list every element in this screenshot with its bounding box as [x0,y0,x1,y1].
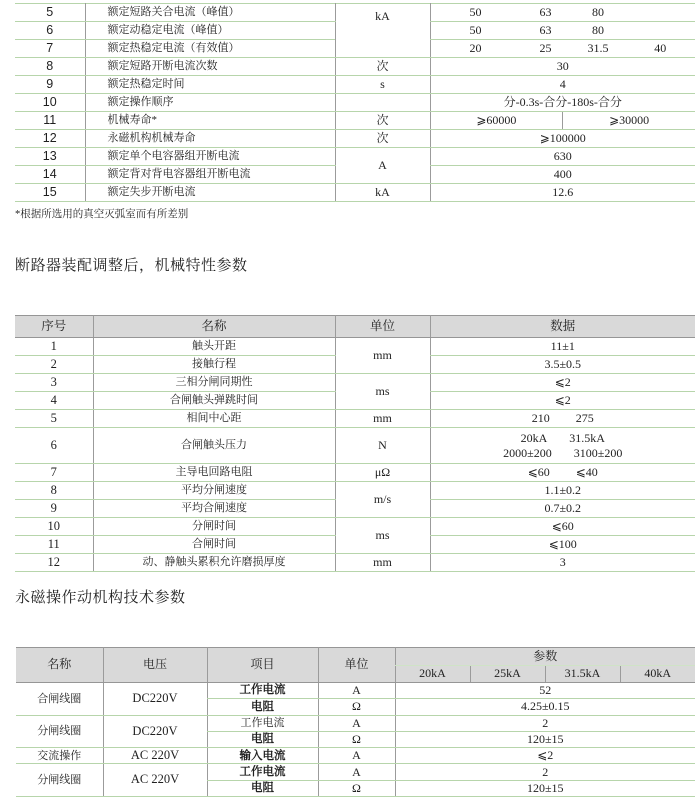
table-row [15,58,695,76]
col-header-voltage: 电压 [103,648,207,683]
value-cell: 630 [430,148,695,166]
value-cell: 52 [395,683,695,699]
param-name-cell: 额定动稳定电流（峰值） [85,22,335,40]
value-cell: 400 [430,166,695,184]
param-name-cell: 额定热稳定时间 [85,76,335,94]
unit-cell: kA [335,184,430,202]
unit-cell: A [318,715,395,731]
header-row [16,648,695,666]
value-cell: ⩽60 [430,518,695,536]
section-heading-magnet: 永磁操作动机构技术参数 [15,590,186,606]
row-number-cell: 7 [15,464,93,482]
param-name-cell: 平均合闸速度 [93,500,335,518]
table-row [16,748,695,764]
unit-cell: Ω [318,699,395,715]
param-name-cell: 分闸时间 [93,518,335,536]
col-header-params: 参数 [395,648,695,666]
value-cell: 分-0.3s-合分-180s-合分 [430,94,695,112]
row-number-cell: 5 [15,4,85,22]
table-row [15,482,695,500]
unit-cell: A [335,148,430,184]
param-name-cell: 额定背对背电容器组开断电流 [85,166,335,184]
row-number-cell: 8 [15,58,85,76]
col-header-name: 名称 [16,648,103,683]
value-cell [430,410,695,428]
value: 31.5kA [569,430,605,445]
table-row [15,112,695,130]
value: ⩾60000 [476,112,517,127]
unit-cell [335,94,430,112]
unit-cell: N [335,428,430,464]
param-name-cell: 动、静触头累积允许磨损厚度 [93,554,335,572]
row-number-cell: 10 [15,94,85,112]
subcol-25ka: 25kA [470,666,545,683]
table-row [15,518,695,536]
value-cell: 3 [430,554,695,572]
value-cell: 1.1±0.2 [430,482,695,500]
row-number-cell: 15 [15,184,85,202]
row-number-cell: 9 [15,500,93,518]
voltage-cell: AC 220V [103,748,207,764]
subcol-20ka: 20kA [395,666,470,683]
value: 40 [654,40,667,55]
param-name-cell: 额定热稳定电流（有效值） [85,40,335,58]
value: 3100±200 [573,445,623,460]
coil-name-cell: 分闸线圈 [16,715,103,748]
voltage-cell: AC 220V [103,764,207,797]
value-cell: ⩽100 [430,536,695,554]
value: 80 [592,22,604,37]
value-cell: ⩽2 [430,374,695,392]
param-name-cell: 合闸时间 [93,536,335,554]
table-row [15,554,695,572]
unit-cell: μΩ [335,464,430,482]
unit-cell: mm [335,338,430,374]
unit-cell: A [318,748,395,764]
table-row [15,428,695,464]
row-number-cell: 9 [15,76,85,94]
row-number-cell: 1 [15,338,93,356]
item-cell: 输入电流 [207,748,318,764]
value: 2000±200 [503,445,552,460]
row-number-cell: 14 [15,166,85,184]
table-row [15,410,695,428]
row-number-cell: 6 [15,22,85,40]
value: 31.5 [587,40,609,55]
param-name-cell: 平均分闸速度 [93,482,335,500]
value-cell: 4 [430,76,695,94]
value: 25 [539,40,552,55]
value-cell [430,4,695,22]
param-name-cell: 额定短路关合电流（峰值） [85,4,335,22]
value: ⩽40 [575,464,598,479]
value: 63 [539,22,552,37]
item-cell: 工作电流 [207,764,318,780]
item-cell: 电阻 [207,731,318,747]
param-name-cell: 额定失步开断电流 [85,184,335,202]
value-cell: ⩾100000 [430,130,695,148]
param-name-cell: 合闸触头压力 [93,428,335,464]
value: 20 [469,40,482,55]
value-cell: 30 [430,58,695,76]
value: ⩽60 [527,464,550,479]
row-number-cell: 2 [15,356,93,374]
row-number-cell: 11 [15,536,93,554]
row-number-cell: 5 [15,410,93,428]
unit-cell: kA [335,4,430,58]
value: 50 [469,22,482,37]
unit-cell: 次 [335,58,430,76]
unit-cell: 次 [335,112,430,130]
value-cell [430,112,695,130]
value-cell [430,464,695,482]
param-name-cell: 额定操作顺序 [85,94,335,112]
col-header-no: 序号 [15,316,93,338]
header-row [15,316,695,338]
param-name-cell: 三相分闸同期性 [93,374,335,392]
table-row [15,130,695,148]
table-row [15,94,695,112]
table-row [15,184,695,202]
row-number-cell: 12 [15,130,85,148]
item-cell: 电阻 [207,780,318,796]
value-cell: 0.7±0.2 [430,500,695,518]
table-row [16,764,695,780]
voltage-cell: DC220V [103,683,207,716]
row-number-cell: 12 [15,554,93,572]
footnote: *根据所选用的真空灭弧室而有所差别 [15,209,189,220]
row-number-cell: 10 [15,518,93,536]
row-number-cell: 3 [15,374,93,392]
value: 210 [531,410,550,425]
unit-cell: Ω [318,731,395,747]
table-row [15,76,695,94]
row-number-cell: 7 [15,40,85,58]
row-number-cell: 11 [15,112,85,130]
coil-name-cell: 合闸线圈 [16,683,103,716]
value: 80 [592,4,604,19]
ratings-table [15,3,695,202]
table-row [15,4,695,22]
coil-name-cell: 分闸线圈 [16,764,103,797]
param-name-cell: 触头开距 [93,338,335,356]
unit-cell: s [335,76,430,94]
value: 63 [539,4,552,19]
row-number-cell: 6 [15,428,93,464]
unit-cell: m/s [335,482,430,518]
value: 50 [469,4,482,19]
unit-cell: mm [335,410,430,428]
col-header-name: 名称 [93,316,335,338]
unit-cell: ms [335,374,430,410]
value-cell: 11±1 [430,338,695,356]
value-cell: ⩽2 [395,748,695,764]
col-header-data: 数据 [430,316,695,338]
param-name-cell: 相间中心距 [93,410,335,428]
item-cell: 工作电流 [207,683,318,699]
value-cell: 2 [395,764,695,780]
subcol-31ka: 31.5kA [545,666,620,683]
row-number-cell: 13 [15,148,85,166]
table-row [16,715,695,731]
unit-cell: ms [335,518,430,554]
unit-cell: Ω [318,780,395,796]
table-row [16,683,695,699]
item-cell: 工作电流 [207,715,318,731]
value: 275 [575,410,594,425]
value: 20kA [520,430,548,445]
col-header-unit: 单位 [318,648,395,683]
section-heading-mechanical: 断路器装配调整后，机械特性参数 [15,258,248,274]
param-name-cell: 额定单个电容器组开断电流 [85,148,335,166]
value-cell: 3.5±0.5 [430,356,695,374]
value-cell: ⩽2 [430,392,695,410]
param-name-cell: 合闸触头弹跳时间 [93,392,335,410]
table-row [15,338,695,356]
unit-cell: 次 [335,130,430,148]
param-name-cell: 永磁机构机械寿命 [85,130,335,148]
row-number-cell: 4 [15,392,93,410]
value: ⩾30000 [562,112,695,129]
value-cell [430,428,695,464]
param-name-cell: 额定短路开断电流次数 [85,58,335,76]
row-number-cell: 8 [15,482,93,500]
col-header-unit: 单位 [335,316,430,338]
value-cell: 120±15 [395,780,695,796]
actuator-table [16,647,695,797]
subcol-40ka: 40kA [620,666,695,683]
coil-name-cell: 交流操作 [16,748,103,764]
value-cell: 4.25±0.15 [395,699,695,715]
value-cell: 2 [395,715,695,731]
param-name-cell: 机械寿命* [85,112,335,130]
table-row [15,148,695,166]
table-row [15,374,695,392]
item-cell: 电阻 [207,699,318,715]
unit-cell: A [318,764,395,780]
unit-cell: mm [335,554,430,572]
value-cell: 12.6 [430,184,695,202]
param-name-cell: 主导电回路电阻 [93,464,335,482]
param-name-cell: 接触行程 [93,356,335,374]
value-cell [430,40,695,58]
table-row [15,464,695,482]
value-cell: 120±15 [395,731,695,747]
mechanical-table [15,315,695,572]
voltage-cell: DC220V [103,715,207,748]
col-header-item: 项目 [207,648,318,683]
value-cell [430,22,695,40]
unit-cell: A [318,683,395,699]
